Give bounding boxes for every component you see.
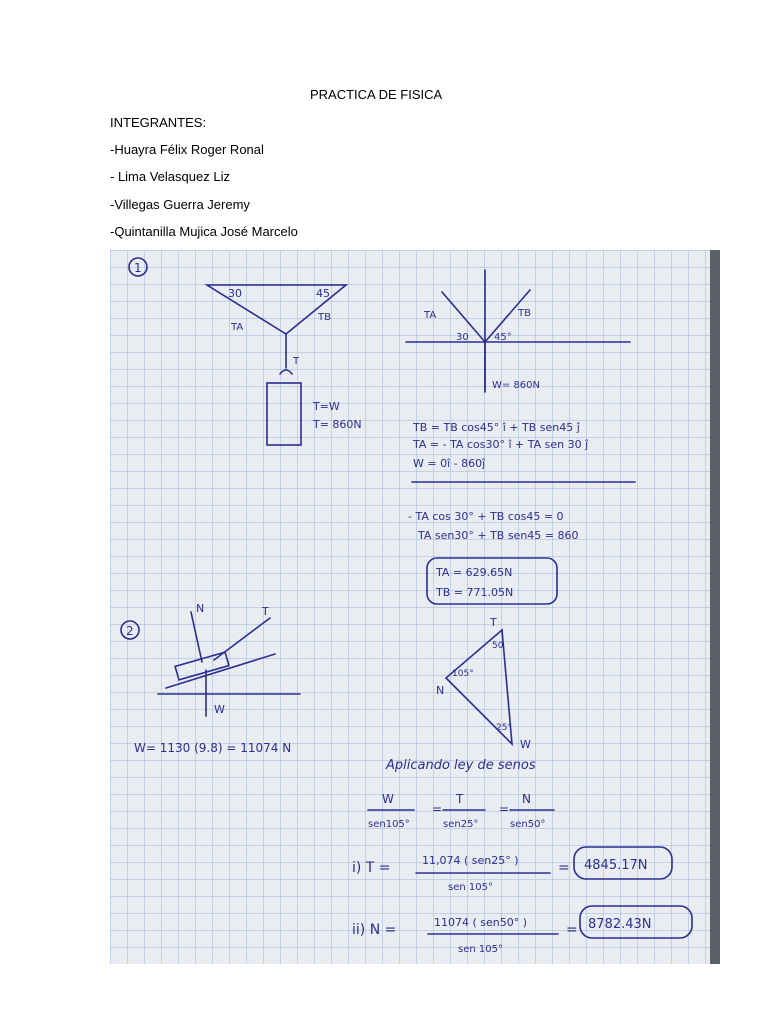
svg-text:25°: 25° bbox=[496, 723, 512, 733]
weight-equation: W= 1130 (9.8) = 11074 N bbox=[134, 741, 292, 755]
svg-text:sen105°: sen105° bbox=[368, 819, 410, 830]
svg-text:W = 0î - 860ĵ: W = 0î - 860ĵ bbox=[413, 457, 486, 470]
svg-text:T=W: T=W bbox=[313, 400, 340, 413]
svg-text:i) T =: i) T = bbox=[352, 860, 391, 876]
svg-text:T= 860N: T= 860N bbox=[313, 418, 362, 431]
svg-text:T: T bbox=[490, 616, 497, 629]
svg-text:T: T bbox=[456, 792, 464, 806]
member-item: - Lima Velasquez Liz bbox=[110, 169, 230, 184]
svg-text:30: 30 bbox=[456, 332, 469, 343]
svg-text:50: 50 bbox=[492, 641, 504, 651]
document-title: PRACTICA DE FISICA bbox=[310, 87, 443, 102]
svg-text:sen 105°: sen 105° bbox=[448, 882, 493, 893]
svg-text:N: N bbox=[196, 602, 205, 615]
svg-text:105°: 105° bbox=[452, 669, 474, 679]
svg-text:TA sen30° + TB sen45 = 860: TA sen30° + TB sen45 = 860 bbox=[418, 529, 579, 542]
svg-text:sen 105°: sen 105° bbox=[458, 944, 503, 955]
svg-text:=: = bbox=[558, 860, 570, 876]
svg-text:TB = 771.05N: TB = 771.05N bbox=[436, 586, 514, 599]
svg-text:TA = 629.65N: TA = 629.65N bbox=[436, 566, 513, 579]
svg-text:8782.43N: 8782.43N bbox=[588, 917, 652, 932]
svg-text:W: W bbox=[382, 792, 394, 806]
law-of-sines-heading: Aplicando ley de senos bbox=[386, 758, 536, 773]
svg-text:4845.17N: 4845.17N bbox=[584, 858, 648, 873]
member-item: -Villegas Guerra Jeremy bbox=[110, 197, 250, 212]
svg-text:TA: TA bbox=[424, 310, 437, 321]
member-item: -Quintanilla Mujica José Marcelo bbox=[110, 224, 298, 239]
svg-text:TA = - TA cos30° î + TA sen 30: TA = - TA cos30° î + TA sen 30 ĵ bbox=[413, 438, 589, 451]
svg-text:T: T bbox=[293, 356, 300, 367]
svg-text:=: = bbox=[432, 802, 443, 816]
svg-text:ii) N =: ii) N = bbox=[352, 922, 397, 938]
svg-text:W= 860N: W= 860N bbox=[492, 380, 541, 391]
svg-text:2: 2 bbox=[126, 624, 134, 638]
svg-text:30: 30 bbox=[228, 287, 242, 300]
notebook-photo bbox=[110, 250, 720, 964]
svg-text:45: 45 bbox=[316, 287, 330, 300]
svg-text:11,074 ( sen25° ): 11,074 ( sen25° ) bbox=[422, 854, 519, 867]
members-label: INTEGRANTES: bbox=[110, 115, 207, 130]
svg-text:TB: TB bbox=[318, 312, 331, 323]
svg-text:W: W bbox=[520, 738, 531, 751]
svg-text:- TA cos 30° + TB cos45 = 0: - TA cos 30° + TB cos45 = 0 bbox=[408, 510, 564, 523]
svg-text:TB = TB cos45° î + TB sen45 ĵ: TB = TB cos45° î + TB sen45 ĵ bbox=[413, 421, 580, 434]
svg-text:45°: 45° bbox=[494, 332, 512, 343]
svg-text:sen50°: sen50° bbox=[510, 819, 546, 830]
svg-text:N: N bbox=[522, 792, 531, 806]
svg-text:=: = bbox=[566, 922, 578, 938]
svg-text:11074 ( sen50° ): 11074 ( sen50° ) bbox=[434, 916, 528, 929]
svg-text:TA: TA bbox=[231, 322, 244, 333]
svg-text:1: 1 bbox=[134, 261, 142, 275]
svg-text:W: W bbox=[214, 703, 225, 716]
member-item: -Huayra Félix Roger Ronal bbox=[110, 142, 264, 157]
svg-text:TB: TB bbox=[518, 308, 531, 319]
svg-text:N: N bbox=[436, 684, 445, 697]
svg-text:sen25°: sen25° bbox=[443, 819, 479, 830]
svg-text:=: = bbox=[499, 802, 510, 816]
svg-text:T: T bbox=[262, 605, 269, 618]
